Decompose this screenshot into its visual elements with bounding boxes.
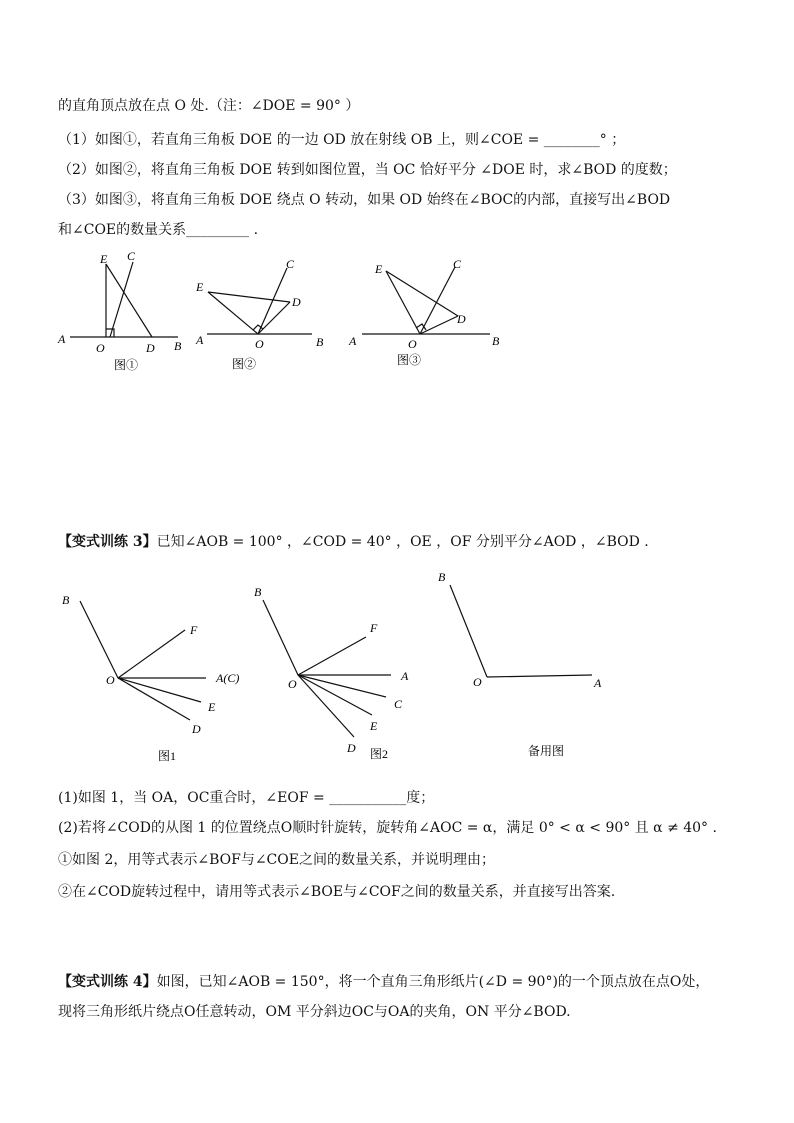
p2-fig3-caption: 备用图 <box>528 744 565 758</box>
figure-2 <box>195 257 324 371</box>
problem1-intro: 的直角顶点放在点 O 处.（注：∠DOE = 90° ） <box>58 98 360 114</box>
fig1-label-o: O <box>96 341 105 355</box>
problem2-title: 【变式训练 3】 <box>58 534 157 550</box>
fig2-label-d: D <box>292 295 301 309</box>
problem3-line-2: 现将三角形纸片绕点O任意转动，OM 平分斜边OC与OA的夹角，ON 平分∠BOD. <box>58 1004 571 1020</box>
p2-fig1-label-b: B <box>62 593 70 607</box>
p2-fig2-label-b: B <box>254 585 262 599</box>
p2-fig1-caption: 图1 <box>158 749 177 763</box>
problem2-question-1: (1)如图 1，当 OA，OC重合时，∠EOF = ___________度； <box>58 790 435 806</box>
p2-fig2-label-e: E <box>370 719 378 733</box>
p2-fig2-label-o: O <box>288 677 297 691</box>
problem3-line-1-text: 如图，已知∠AOB = 150°，将一个直角三角形纸片(∠D = 90°)的一个顶点放在点O处， <box>156 974 710 990</box>
p2-fig3-label-b: B <box>438 570 446 584</box>
problem2-question-2a: ①如图 2，用等式表示∠BOF与∠COE之间的数量关系，并说明理由； <box>58 852 495 868</box>
fig3-label-o: O <box>408 337 417 351</box>
p2-fig1-label-f: F <box>190 623 198 637</box>
fig2-caption: 图② <box>232 357 257 371</box>
problem2-question-2b: ②在∠COD旋转过程中，请用等式表示∠BOE与∠COF之间的数量关系，并直接写出答案. <box>58 884 616 900</box>
fig1-label-e: E <box>100 252 108 266</box>
fig1-caption: 图① <box>114 358 139 372</box>
p2-fig3-label-o: O <box>473 675 482 689</box>
problem1-question-2: （2）如图②，将直角三角板 DOE 转到如图位置，当 OC 恰好平分 ∠DOE 时，求∠BOD 的度数； <box>58 162 677 178</box>
fig3-caption: 图③ <box>397 353 422 367</box>
fig3-label-d: D <box>457 312 466 326</box>
fig1-label-c: C <box>127 249 136 263</box>
problem1-question-3a: （3）如图③，将直角三角板 DOE 绕点 O 转动，如果 OD 始终在∠BOC的内部，直接写出∠BOD <box>58 192 671 208</box>
fig3-label-e: E <box>375 262 383 276</box>
figure-3 <box>348 257 500 367</box>
p2-fig2-caption: 图2 <box>370 747 389 761</box>
p2-fig2-label-a: A <box>401 669 409 683</box>
p2-fig1-label-d: D <box>192 722 201 736</box>
fig2-label-e: E <box>196 280 204 294</box>
problem2-question-2: (2)若将∠COD的从图 1 的位置绕点O顺时针旋转，旋转角∠AOC = α，满足 0° < α < 90° 且 α ≠ 40° . <box>58 820 717 836</box>
problem2-header <box>58 532 649 552</box>
figure-1 <box>57 249 182 372</box>
problem1-question-3b: 和∠COE的数量关系_________ . <box>58 222 259 238</box>
p2-fig2-label-f: F <box>370 621 378 635</box>
fig2-label-o: O <box>255 337 264 351</box>
problem2-statement: 已知∠AOB = 100° ，∠COD = 40° ，OE ，OF 分别平分∠AOD ，∠BOD . <box>156 534 649 550</box>
problem3-title: 【变式训练 4】 <box>58 974 157 990</box>
p2-fig2-label-c: C <box>394 697 403 711</box>
p2-fig2-label-d: D <box>347 741 356 755</box>
fig3-label-c: C <box>453 257 462 271</box>
problem3-line-1 <box>58 972 709 992</box>
fig1-label-d: D <box>146 341 155 355</box>
fig3-label-b: B <box>492 334 500 348</box>
fig1-label-a: A <box>58 332 66 346</box>
p2-fig1-label-ac: A(C) <box>216 671 240 685</box>
p2-fig1-label-o: O <box>106 673 115 687</box>
problem1-question-1: （1）如图①，若直角三角板 DOE 的一边 OD 放在射线 OB 上，则∠COE = ________° ； <box>58 132 626 148</box>
p2-fig3-label-a: A <box>594 676 602 690</box>
fig2-label-c: C <box>286 257 295 271</box>
fig2-label-b: B <box>316 335 324 349</box>
fig3-label-a: A <box>349 334 357 348</box>
fig2-label-a: A <box>196 333 204 347</box>
p2-fig1-label-e: E <box>208 700 216 714</box>
fig1-label-b: B <box>174 339 182 353</box>
